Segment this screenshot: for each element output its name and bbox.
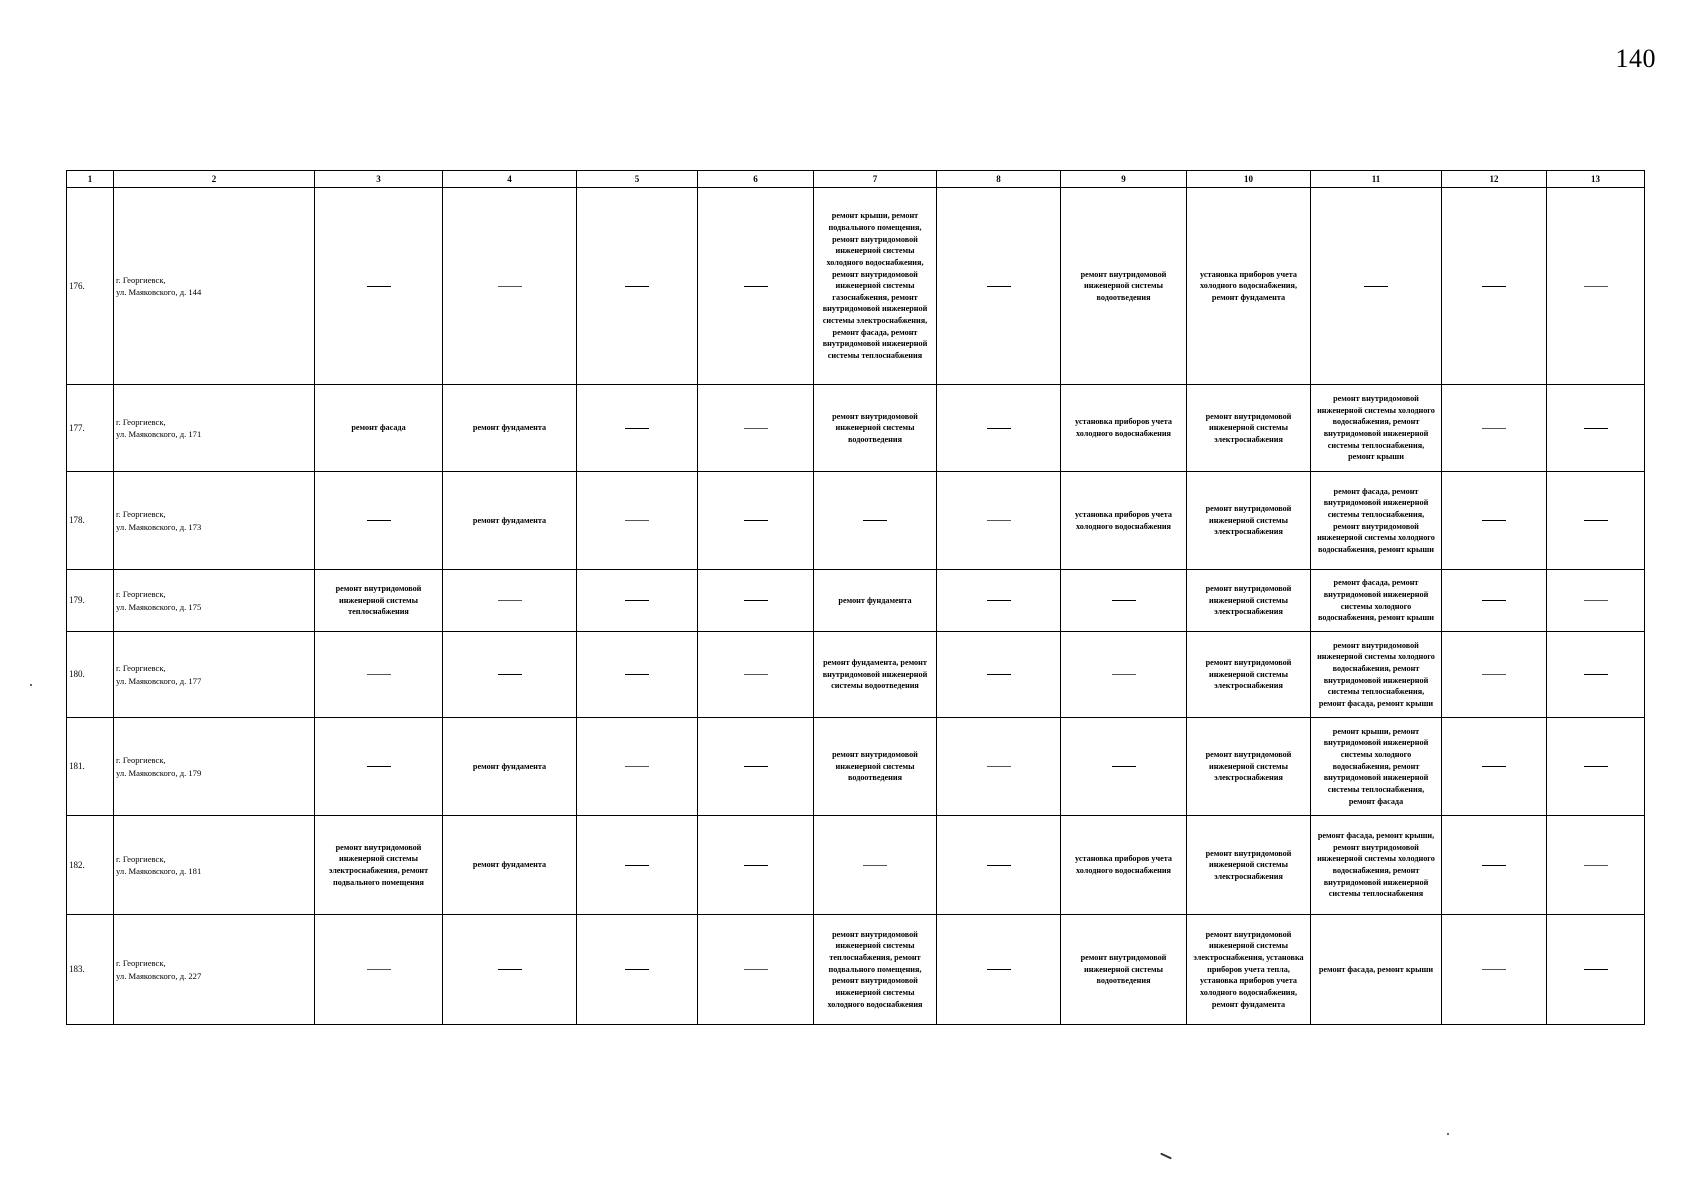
address-cell (114, 915, 315, 1025)
dash-mark (863, 865, 887, 866)
empty-cell-col-13 (1547, 188, 1645, 385)
dash-mark (987, 428, 1011, 429)
empty-cell-col-13 (1547, 570, 1645, 632)
empty-cell-col-5 (577, 188, 698, 385)
address-city: г. Георгиевск, (116, 663, 166, 674)
dash-mark (1584, 674, 1608, 675)
empty-cell-col-8 (937, 472, 1061, 570)
repair-schedule-table (66, 170, 1645, 1025)
empty-cell-col-4 (443, 632, 577, 718)
empty-cell-col-9 (1061, 570, 1187, 632)
address-cell (114, 718, 315, 816)
dash-mark (625, 428, 649, 429)
work-cell-col-7: ремонт внутридомовой инженерной системы водоотведения (814, 718, 937, 816)
dash-mark (744, 520, 768, 521)
row-number: 182. (67, 816, 114, 915)
empty-cell-col-12 (1442, 472, 1547, 570)
column-header-10: 10 (1187, 171, 1311, 188)
dash-mark (367, 286, 391, 287)
dash-mark (498, 286, 522, 287)
empty-cell-col-7 (814, 472, 937, 570)
dash-mark (1584, 520, 1608, 521)
column-header-2: 2 (114, 171, 315, 188)
empty-cell-col-3 (315, 632, 443, 718)
empty-cell-col-13 (1547, 718, 1645, 816)
dash-mark (498, 969, 522, 970)
address-city: г. Георгиевск, (116, 416, 166, 427)
address-cell (114, 472, 315, 570)
address-cell (114, 385, 315, 472)
dash-mark (367, 969, 391, 970)
address-city: г. Георгиевск, (116, 853, 166, 864)
address-city: г. Георгиевск, (116, 589, 166, 600)
address-city: г. Георгиевск, (116, 755, 166, 766)
empty-cell-col-8 (937, 188, 1061, 385)
table-row (67, 385, 1645, 472)
empty-cell-col-5 (577, 816, 698, 915)
work-cell-col-3: ремонт внутридомовой инженерной системы теплоснабжения (315, 570, 443, 632)
work-cell-col-4: ремонт фундамента (443, 472, 577, 570)
dash-mark (1482, 766, 1506, 767)
work-cell-col-11: ремонт фасада, ремонт внутридомовой инженерной системы теплоснабжения, ремонт внутридомовой инженерной системы холодного водоснабжения, ремонт крыши (1311, 472, 1442, 570)
address-street: ул. Маяковского, д. 173 (116, 521, 202, 532)
work-cell-col-9: установка приборов учета холодного водоснабжения (1061, 385, 1187, 472)
column-header-1: 1 (67, 171, 114, 188)
empty-cell-col-3 (315, 718, 443, 816)
address-cell (114, 570, 315, 632)
dash-mark (1584, 286, 1608, 287)
dash-mark (1584, 428, 1608, 429)
table-body (67, 188, 1645, 1025)
dash-mark (744, 674, 768, 675)
dash-mark (744, 286, 768, 287)
empty-cell-col-3 (315, 915, 443, 1025)
address-city: г. Георгиевск, (116, 509, 166, 520)
dash-mark (1482, 969, 1506, 970)
empty-cell-col-5 (577, 570, 698, 632)
empty-cell-col-12 (1442, 188, 1547, 385)
row-number: 181. (67, 718, 114, 816)
empty-cell-col-9 (1061, 632, 1187, 718)
row-number: 177. (67, 385, 114, 472)
dash-mark (987, 674, 1011, 675)
dash-mark (1112, 600, 1136, 601)
dash-mark (744, 600, 768, 601)
empty-cell-col-5 (577, 915, 698, 1025)
work-cell-col-9: установка приборов учета холодного водоснабжения (1061, 472, 1187, 570)
work-cell-col-10: ремонт внутридомовой инженерной системы электроснабжения (1187, 472, 1311, 570)
table-row (67, 718, 1645, 816)
dash-mark (1584, 600, 1608, 601)
dash-mark (744, 766, 768, 767)
work-cell-col-10: ремонт внутридомовой инженерной системы электроснабжения (1187, 718, 1311, 816)
row-number: 179. (67, 570, 114, 632)
repair-schedule-table-wrap (66, 170, 1640, 1025)
work-cell-col-10: ремонт внутридомовой инженерной системы электроснабжения (1187, 385, 1311, 472)
work-cell-col-9: ремонт внутридомовой инженерной системы водоотведения (1061, 915, 1187, 1025)
dash-mark (987, 865, 1011, 866)
work-cell-col-4: ремонт фундамента (443, 816, 577, 915)
work-cell-col-3: ремонт внутридомовой инженерной системы электроснабжения, ремонт подвального помещения (315, 816, 443, 915)
table-row (67, 816, 1645, 915)
empty-cell-col-13 (1547, 385, 1645, 472)
dash-mark (367, 766, 391, 767)
work-cell-col-10: ремонт внутридомовой инженерной системы электроснабжения (1187, 816, 1311, 915)
dash-mark (1112, 766, 1136, 767)
address-street: ул. Маяковского, д. 179 (116, 767, 202, 778)
empty-cell-col-6 (698, 915, 814, 1025)
dash-mark (625, 520, 649, 521)
empty-cell-col-6 (698, 816, 814, 915)
address-street: ул. Маяковского, д. 171 (116, 429, 202, 439)
address-street: ул. Маяковского, д. 144 (116, 287, 202, 297)
address-city: г. Георгиевск, (116, 274, 166, 285)
empty-cell-col-12 (1442, 816, 1547, 915)
column-header-6: 6 (698, 171, 814, 188)
dash-mark (1482, 286, 1506, 287)
dash-mark (367, 674, 391, 675)
dash-mark (625, 969, 649, 970)
address-city: г. Георгиевск, (116, 958, 166, 969)
header-row (67, 171, 1645, 188)
work-cell-col-10: ремонт внутридомовой инженерной системы электроснабжения (1187, 570, 1311, 632)
empty-cell-col-6 (698, 188, 814, 385)
dash-mark (1364, 286, 1388, 287)
column-header-3: 3 (315, 171, 443, 188)
empty-cell-col-12 (1442, 718, 1547, 816)
empty-cell-col-8 (937, 718, 1061, 816)
scan-speck (30, 684, 32, 686)
dash-mark (625, 766, 649, 767)
work-cell-col-11: ремонт фасада, ремонт крыши (1311, 915, 1442, 1025)
work-cell-col-7: ремонт внутридомовой инженерной системы водоотведения (814, 385, 937, 472)
dash-mark (1584, 969, 1608, 970)
empty-cell-col-3 (315, 472, 443, 570)
empty-cell-col-5 (577, 632, 698, 718)
dash-mark (987, 766, 1011, 767)
scan-speck (1160, 1153, 1172, 1160)
empty-cell-col-8 (937, 816, 1061, 915)
empty-cell-col-6 (698, 570, 814, 632)
empty-cell-col-4 (443, 915, 577, 1025)
dash-mark (625, 600, 649, 601)
work-cell-col-10: ремонт внутридомовой инженерной системы электроснабжения, установка приборов учета тепла, установка приборов учета холодного водоснабжения, ремонт фундамента (1187, 915, 1311, 1025)
empty-cell-col-5 (577, 718, 698, 816)
scan-speck (1447, 1133, 1449, 1135)
dash-mark (498, 674, 522, 675)
address-street: ул. Маяковского, д. 175 (116, 601, 202, 612)
dash-mark (1482, 674, 1506, 675)
empty-cell-col-6 (698, 632, 814, 718)
row-number: 180. (67, 632, 114, 718)
empty-cell-col-7 (814, 816, 937, 915)
address-street: ул. Маяковского, д. 177 (116, 675, 202, 686)
address-street: ул. Маяковского, д. 181 (116, 866, 202, 876)
row-number: 178. (67, 472, 114, 570)
dash-mark (987, 600, 1011, 601)
dash-mark (744, 428, 768, 429)
page-number: 140 (1615, 44, 1656, 73)
table-row (67, 632, 1645, 718)
table-row (67, 188, 1645, 385)
dash-mark (987, 520, 1011, 521)
work-cell-col-11: ремонт внутридомовой инженерной системы холодного водоснабжения, ремонт внутридомовой инженерной системы теплоснабжения, ремонт фасада, ремонт крыши (1311, 632, 1442, 718)
empty-cell-col-8 (937, 915, 1061, 1025)
work-cell-col-7: ремонт фундамента (814, 570, 937, 632)
empty-cell-col-13 (1547, 472, 1645, 570)
column-header-4: 4 (443, 171, 577, 188)
dash-mark (1112, 674, 1136, 675)
empty-cell-col-12 (1442, 915, 1547, 1025)
empty-cell-col-4 (443, 188, 577, 385)
empty-cell-col-6 (698, 718, 814, 816)
column-header-7: 7 (814, 171, 937, 188)
column-header-12: 12 (1442, 171, 1547, 188)
dash-mark (987, 286, 1011, 287)
empty-cell-col-13 (1547, 632, 1645, 718)
dash-mark (1584, 865, 1608, 866)
dash-mark (367, 520, 391, 521)
column-header-8: 8 (937, 171, 1061, 188)
column-header-5: 5 (577, 171, 698, 188)
dash-mark (863, 520, 887, 521)
work-cell-col-3: ремонт фасада (315, 385, 443, 472)
column-header-11: 11 (1311, 171, 1442, 188)
empty-cell-col-12 (1442, 385, 1547, 472)
empty-cell-col-6 (698, 472, 814, 570)
dash-mark (1584, 766, 1608, 767)
work-cell-col-7: ремонт фундамента, ремонт внутридомовой инженерной системы водоотведения (814, 632, 937, 718)
empty-cell-col-3 (315, 188, 443, 385)
dash-mark (744, 865, 768, 866)
dash-mark (1482, 520, 1506, 521)
dash-mark (1482, 600, 1506, 601)
work-cell-col-4: ремонт фундамента (443, 385, 577, 472)
row-number: 176. (67, 188, 114, 385)
empty-cell-col-13 (1547, 915, 1645, 1025)
empty-cell-col-4 (443, 570, 577, 632)
empty-cell-col-5 (577, 472, 698, 570)
empty-cell-col-5 (577, 385, 698, 472)
column-header-13: 13 (1547, 171, 1645, 188)
dash-mark (625, 865, 649, 866)
dash-mark (625, 286, 649, 287)
address-cell (114, 188, 315, 385)
work-cell-col-9: ремонт внутридомовой инженерной системы водоотведения (1061, 188, 1187, 385)
empty-cell-col-6 (698, 385, 814, 472)
address-cell (114, 632, 315, 718)
work-cell-col-11: ремонт фасада, ремонт крыши, ремонт внутридомовой инженерной системы холодного водоснабжения, ремонт внутридомовой инженерной системы теплоснабжения (1311, 816, 1442, 915)
empty-cell-col-9 (1061, 718, 1187, 816)
table-row (67, 472, 1645, 570)
empty-cell-col-11 (1311, 188, 1442, 385)
table-row (67, 570, 1645, 632)
work-cell-col-11: ремонт фасада, ремонт внутридомовой инженерной системы холодного водоснабжения, ремонт крыши (1311, 570, 1442, 632)
address-street: ул. Маяковского, д. 227 (116, 970, 202, 981)
work-cell-col-11: ремонт внутридомовой инженерной системы холодного водоснабжения, ремонт внутридомовой инженерной системы теплоснабжения, ремонт крыши (1311, 385, 1442, 472)
empty-cell-col-12 (1442, 570, 1547, 632)
empty-cell-col-12 (1442, 632, 1547, 718)
work-cell-col-7: ремонт крыши, ремонт подвального помещения, ремонт внутридомовой инженерной системы холодного водоснабжения, ремонт внутридомовой инженерной системы газоснабжения, ремонт внутридомовой инженерной системы электроснабжения, ремонт фасада, ремонт внутридомовой инженерной системы теплоснабжения (814, 188, 937, 385)
empty-cell-col-13 (1547, 816, 1645, 915)
dash-mark (1482, 428, 1506, 429)
dash-mark (1482, 865, 1506, 866)
table-row (67, 915, 1645, 1025)
dash-mark (744, 969, 768, 970)
column-header-9: 9 (1061, 171, 1187, 188)
dash-mark (498, 600, 522, 601)
work-cell-col-10: ремонт внутридомовой инженерной системы электроснабжения (1187, 632, 1311, 718)
empty-cell-col-8 (937, 632, 1061, 718)
work-cell-col-10: установка приборов учета холодного водоснабжения, ремонт фундамента (1187, 188, 1311, 385)
work-cell-col-9: установка приборов учета холодного водоснабжения (1061, 816, 1187, 915)
work-cell-col-11: ремонт крыши, ремонт внутридомовой инженерной системы холодного водоснабжения, ремонт внутридомовой инженерной системы теплоснабжения, ремонт фасада (1311, 718, 1442, 816)
work-cell-col-4: ремонт фундамента (443, 718, 577, 816)
address-cell (114, 816, 315, 915)
work-cell-col-7: ремонт внутридомовой инженерной системы теплоснабжения, ремонт подвального помещения, ремонт внутридомовой инженерной системы холодного водоснабжения (814, 915, 937, 1025)
row-number: 183. (67, 915, 114, 1025)
empty-cell-col-8 (937, 385, 1061, 472)
dash-mark (987, 969, 1011, 970)
empty-cell-col-8 (937, 570, 1061, 632)
dash-mark (625, 674, 649, 675)
